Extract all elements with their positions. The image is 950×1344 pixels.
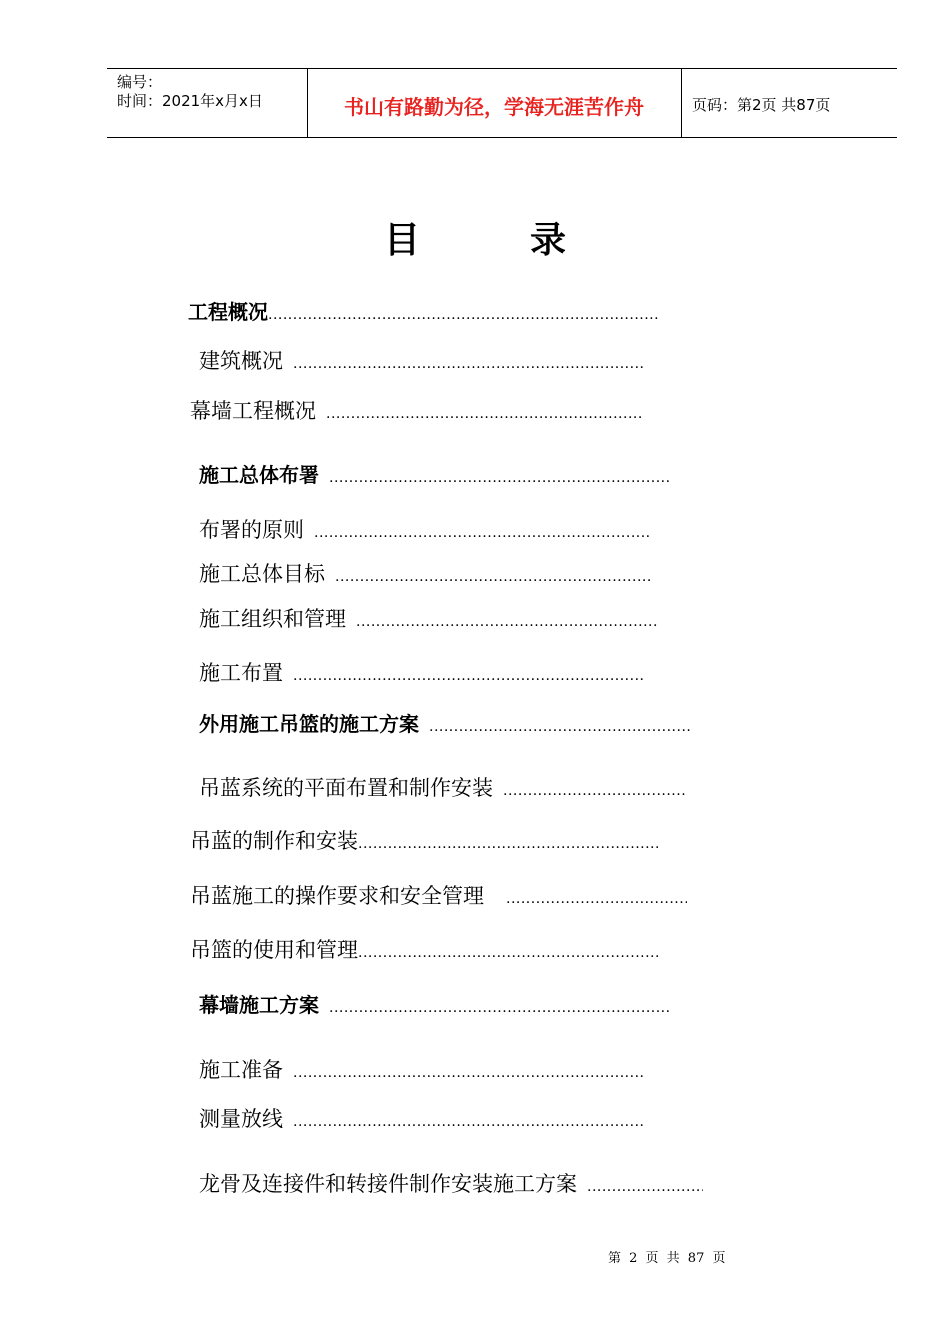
toc-entry-leader [356,614,657,630]
toc-entry-leader [326,406,644,422]
toc-entry[interactable] [190,880,687,910]
toc-title-part2: 录 [530,220,567,261]
toc-entry[interactable] [199,989,671,1018]
toc-entry-leader [293,1114,644,1130]
toc-entry-label: 吊蓝系统的平面布置和制作安装 [199,776,493,800]
toc-entry-label: 工程概况 [188,300,268,324]
document-time-label: 时间：2021年x月x日 [117,92,263,110]
toc-entry-leader [293,356,644,372]
toc-entry[interactable] [188,296,658,325]
toc-entry-leader [587,1179,703,1195]
page-footer: 第 2 页 共 87 页 [608,1251,726,1266]
header-info-cell [107,69,308,137]
header-motto: 书山有路勤为径，学海无涯苦作舟 [344,95,644,119]
toc-entry-leader [293,1065,644,1081]
header-motto-cell [307,69,682,137]
document-number-label: 编号： [117,73,163,91]
toc-entry-label: 外用施工吊篮的施工方案 [199,712,419,736]
toc-entry-label: 施工总体目标 [199,562,325,586]
toc-entry-leader [329,1000,671,1016]
toc-entry[interactable] [199,657,644,687]
toc-entry-leader [506,891,687,907]
toc-title [384,212,584,263]
toc-entry[interactable] [199,708,692,737]
document-header [107,68,897,138]
toc-entry-leader [335,569,653,585]
toc-entry[interactable] [190,934,658,964]
toc-entry-leader [358,945,658,961]
toc-entry-label: 吊蓝施工的操作要求和安全管理 [190,884,484,908]
toc-entry-leader [293,668,644,684]
toc-entry[interactable] [199,1054,644,1084]
toc-entry-leader [329,470,671,486]
toc-entry[interactable] [199,345,644,375]
toc-entry-label: 施工总体布署 [199,463,319,487]
toc-entry-label: 幕墙工程概况 [190,399,316,423]
toc-entry-leader [314,525,649,541]
toc-entry[interactable] [199,514,649,544]
toc-entry-label: 幕墙施工方案 [199,993,319,1017]
toc-entry-label: 测量放线 [199,1107,283,1131]
toc-entry-label: 施工准备 [199,1058,283,1082]
toc-title-part1: 目 [384,220,421,261]
toc-entry[interactable] [199,603,657,633]
toc-entry-label: 吊蓝的制作和安装 [190,829,358,853]
toc-entry-label: 建筑概况 [199,349,283,373]
toc-entry[interactable] [199,558,653,588]
toc-entry[interactable] [199,1168,703,1198]
toc-entry-leader [503,783,687,799]
toc-entry-label: 龙骨及连接件和转接件制作安装施工方案 [199,1172,577,1196]
toc-entry-label: 施工布置 [199,661,283,685]
toc-entry[interactable] [190,825,658,855]
toc-entry-label: 布署的原则 [199,518,304,542]
toc-entry-label: 吊篮的使用和管理 [190,938,358,962]
header-page-info: 页码：第2页 共87页 [692,96,831,114]
toc-entry[interactable] [199,459,671,488]
toc-entry-leader [429,719,692,735]
toc-entry-label: 施工组织和管理 [199,607,346,631]
toc-entry[interactable] [190,395,644,425]
toc-entry[interactable] [199,1103,644,1133]
header-page-cell [682,69,897,137]
toc-entry-leader [358,836,658,852]
toc-entry-leader [268,307,658,323]
toc-entry[interactable] [199,772,687,802]
